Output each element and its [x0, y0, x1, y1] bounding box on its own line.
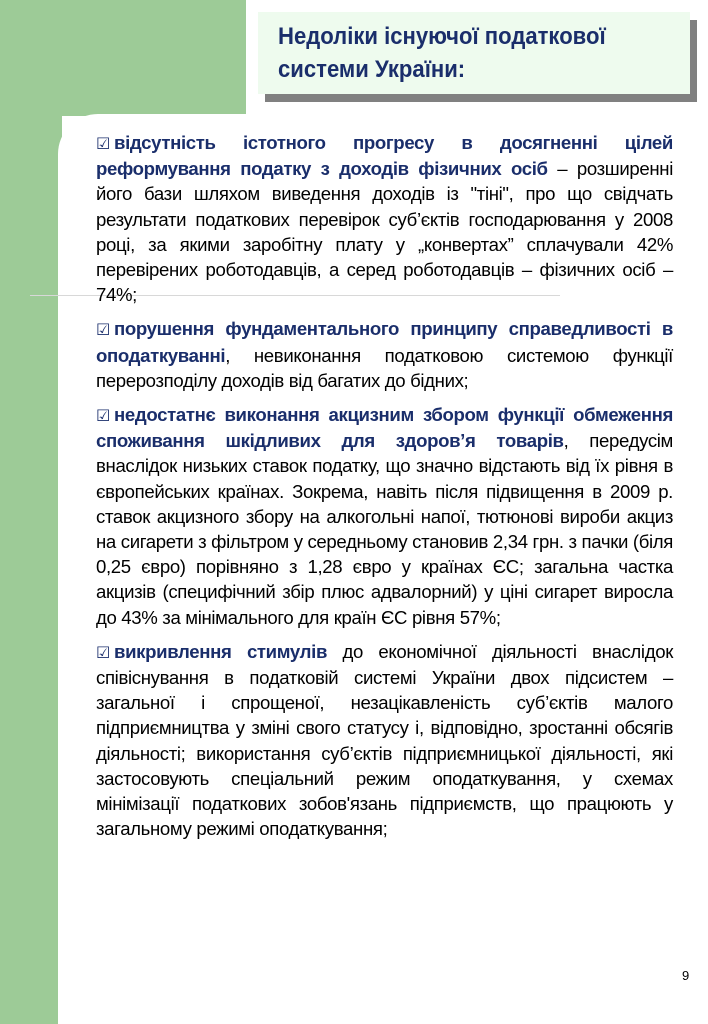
title-box [258, 12, 690, 94]
decorative-green-block [0, 0, 246, 116]
bullet-list [96, 130, 673, 850]
list-item [96, 316, 673, 393]
item-text: , передусім внаслідок низьких ставок податку, що значно відстають від їх рівня в європейських країнах. Зокрема, навіть після підвищення в 2009 р. ставок акцизного збору на алкогольні напої, тютюнові вироби акциз на сигарети з фільтром у середньому становив 2,34 грн. з пачки (біля 0,25 євро) порівняно з 1,28 євро у країнах ЄС; загальна частка акцизів (специфічний збір плюс адвалорний) у ціні сигарет виросла до 43% за мінімального для країн ЄС рівня 57%; [96, 430, 673, 628]
checkbox-icon: ☑ [96, 642, 110, 662]
item-text: до економічної діяльності внаслідок співіснування в податковій системі України двох підсистем – загальної і спрощеної, незацікавленість суб’єктів малого підприємництва у зміні свого статусу і, відповідно, зростанні обсягів діяльності; використання суб’єктів підприємницької діяльності, які застосовують спеціальний режим оподаткування, у схемах мінімізації податкових зобов'язань підприємств, що працюють у загальному режимі оподаткування; [96, 640, 673, 840]
item-heading: викривлення стимулів [114, 640, 328, 662]
item-heading: недостатнє виконання акцизним збором функції обмеження споживання шкідливих для здоров’я товарів [96, 404, 673, 452]
item-text: , невиконання податковою системою функції перерозподілу доходів від багатих до бідних; [96, 344, 673, 391]
checkbox-icon: ☑ [96, 320, 110, 340]
checkbox-icon: ☑ [96, 406, 110, 426]
item-heading: відсутність істотного прогресу в досягненні цілей реформування податку з доходів фізичних осіб [96, 132, 673, 180]
checkbox-icon: ☑ [96, 134, 110, 153]
slide-title: Недоліки існуючої податкової системи України: [278, 23, 606, 83]
list-item [96, 402, 673, 630]
list-item [96, 130, 673, 307]
list-item [96, 639, 673, 842]
item-heading: порушення фундаментального принципу справедливості в оподаткуванні [96, 318, 673, 366]
item-text: – розширенні його бази шляхом виведення доходів із "тіні", про що свідчать результати податкових перевірок суб’єктів господарювання у 2008 році, за якими заробітну плату у „конвертах” сплачували 42% перевірених роботодавців, а серед роботодавців – фізичних осіб – 74%; [96, 158, 673, 306]
page-number: 9 [682, 968, 690, 983]
decorative-green-strip [0, 0, 62, 1024]
